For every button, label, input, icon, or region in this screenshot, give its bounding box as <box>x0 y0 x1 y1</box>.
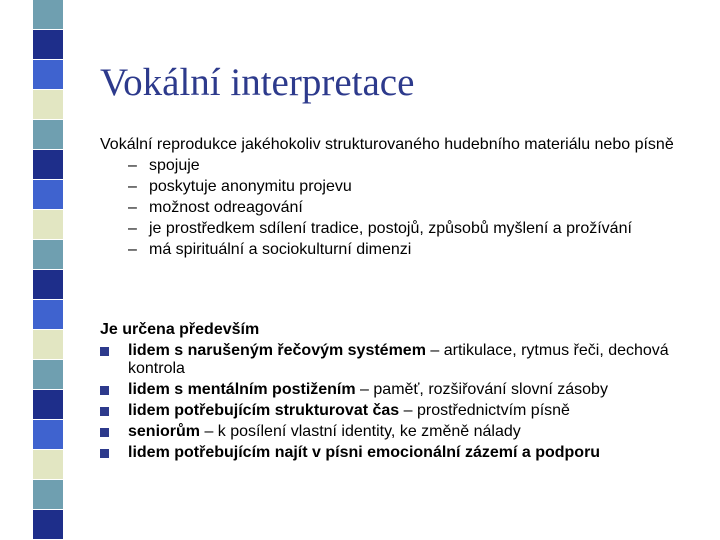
dash-item <box>128 157 710 175</box>
stripe-block <box>33 480 63 510</box>
stripe-block <box>33 510 63 540</box>
stripe-block <box>33 180 63 210</box>
bullet-item <box>100 444 710 462</box>
bullet-detail: – k posílení vlastní identity, ke změně nálady <box>200 423 521 440</box>
bullet-item <box>100 342 710 378</box>
bullet-item <box>100 381 710 399</box>
stripe-block <box>33 150 63 180</box>
stripe-block <box>33 330 63 360</box>
dash-item <box>128 178 710 196</box>
stripe-block <box>33 390 63 420</box>
square-bullet-icon <box>100 423 128 441</box>
dash-item-text: má spirituální a sociokulturní dimenzi <box>149 241 412 258</box>
bullet-target-group: lidem potřebujícím strukturovat čas <box>128 402 400 419</box>
bullet-item <box>100 402 710 420</box>
dash-symbol: – <box>128 178 137 195</box>
stripe-block <box>33 300 63 330</box>
intro-paragraph <box>100 136 710 259</box>
bullet-text <box>128 444 710 462</box>
bullet-text <box>128 423 710 441</box>
dash-item-text: poskytuje anonymitu projevu <box>149 178 352 195</box>
intro-text: Vokální reprodukce jakéhokoliv strukturovaného hudebního materiálu nebo písně <box>100 136 674 153</box>
square-bullet-icon <box>100 402 128 420</box>
stripe-block <box>33 210 63 240</box>
dash-item <box>128 220 710 238</box>
dash-item-text: možnost odreagování <box>149 199 303 216</box>
dash-symbol: – <box>128 199 137 216</box>
bullet-target-group: seniorům <box>128 423 201 440</box>
bullet-text <box>128 381 710 399</box>
dash-symbol: – <box>128 241 137 258</box>
square-bullet-icon <box>100 381 128 399</box>
stripe-block <box>33 420 63 450</box>
target-groups <box>100 321 710 462</box>
dash-item-text: je prostředkem sdílení tradice, postojů, způsobů myšlení a prožívání <box>149 220 632 237</box>
square-bullet-icon <box>100 444 128 462</box>
stripe-block <box>33 360 63 390</box>
square-bullet-icon <box>100 342 128 378</box>
decorative-stripe <box>33 0 63 540</box>
bullet-text <box>128 342 710 378</box>
bullet-text <box>128 402 710 420</box>
stripe-block <box>33 450 63 480</box>
bullet-detail: – paměť, rozšiřování slovní zásoby <box>355 381 608 398</box>
stripe-block <box>33 30 63 60</box>
bullet-item <box>100 423 710 441</box>
stripe-block <box>33 0 63 30</box>
dash-list <box>100 157 710 259</box>
stripe-block <box>33 120 63 150</box>
dash-symbol: – <box>128 157 137 174</box>
bullet-target-group: lidem s mentálním postižením <box>128 381 356 398</box>
bullet-list <box>100 342 710 462</box>
stripe-block <box>33 240 63 270</box>
section-heading: Je určena především <box>100 321 260 338</box>
stripe-block <box>33 60 63 90</box>
bullet-detail: – prostřednictvím písně <box>399 402 570 419</box>
bullet-target-group: lidem s narušeným řečovým systémem <box>128 342 426 359</box>
dash-item-text: spojuje <box>149 157 200 174</box>
dash-item <box>128 199 710 217</box>
bullet-target-group: lidem potřebujícím najít v písni emocionální zázemí a podporu <box>128 444 601 461</box>
stripe-block <box>33 90 63 120</box>
slide-title: Vokální interpretace <box>100 61 415 104</box>
dash-symbol: – <box>128 220 137 237</box>
dash-item <box>128 241 710 259</box>
bullet-detail: – artikulace, rytmus řeči, dechová kontrola <box>128 342 669 377</box>
stripe-block <box>33 270 63 300</box>
